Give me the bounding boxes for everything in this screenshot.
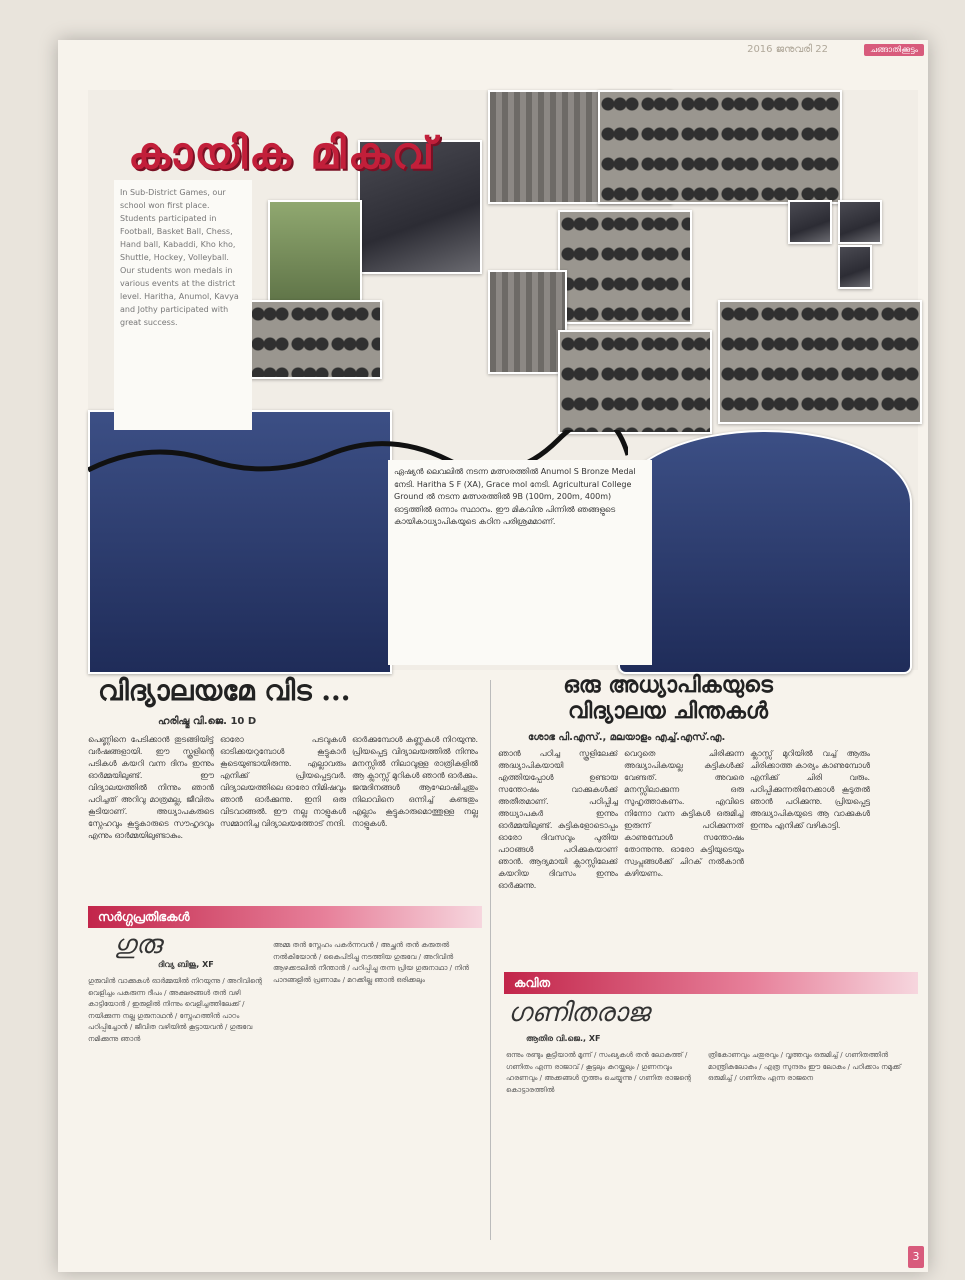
article2-title-line1: ഒരു അധ്യാപികയുടെ (563, 672, 773, 698)
article2-col3: ക്ലാസ്സ് മുറിയിൽ വച്ച് ആരും ചിരിക്കാത്ത കാര്യം കാണുമ്പോൾ എനിക്ക് ചിരി വരും. പഠിപ്പിക്കുന്നതിനേക്കാൾ കൂടുതൽ ഞാൻ പഠിക്കുന്നു. പ്രിയപ്പെട്ട അദ്ധ്യാപികയുടെ ആ വാക്കുകൾ ഇന്നും എനിക്ക് വഴികാട്ടി. (750, 749, 870, 830)
page-number: 3 (908, 1246, 924, 1268)
feature-info-text: In Sub-District Games, our school won first place. Students participated in Football, Basket Ball, Chess, Hand ball, Kabaddi, Kho kho, Shuttle, Hockey, Volleyball. Our students won medals in various events at the district level. Haritha, Anumol, Kavya and Jothy participated with great success. (114, 180, 252, 430)
portrait-photo-2 (838, 200, 882, 244)
article2-title-line2: വിദ്യാലയ ചിന്തകൾ (568, 698, 768, 724)
article2-byline: ശോഭ പി.എസ്., മലയാളം എച്ച്.എസ്.എ. (528, 732, 726, 743)
issue-date: 2016 ജനുവരി 22 (747, 44, 828, 55)
feature-caption: ഏഷ്യൻ ലെവലിൽ നടന്ന മത്സരത്തിൽ Anumol S Bronze Medal നേടി. Haritha S F (XA), Grace mol നേടി. Agricultural College Ground ൽ നടന്ന മത്സരത്തിൽ 9B (100m, 200m, 400m) ഓട്ടത്തിൽ ഒന്നാം സ്ഥാനം. ഈ മികവിനു പിന്നിൽ ഞങ്ങളുടെ കായികാധ്യാപികയുടെ കഠിന പരിശ്രമമാണ്. (388, 460, 652, 665)
article1-col3: ഓർക്കുമ്പോൾ കണ്ണുകൾ നിറയുന്നു. പ്രിയപ്പെട്ട വിദ്യാലയത്തിൽ നിന്നും മനസ്സിൽ നിലാവുള്ള രാത്രികളിൽ ആ ക്ലാസ്സ് മുറികൾ ഞാൻ ഓർക്കും. ജന്മദിനങ്ങൾ ആഘോഷിച്ചതും നിലാവിനെ ഒന്നിച്ച് കണ്ടതും എല്ലാം കൂട്ടുകാരുമൊത്തുള്ള നല്ല നാളുകൾ. (352, 735, 478, 828)
assembly-photo (718, 300, 922, 424)
creations-col2: അമ്മ തൻ സ്നേഹം പകർന്നവൻ / അച്ഛൻ തൻ കരുതൽ നൽകിയോൻ / കൈപിടിച്ചു നടത്തിയ ഗുരുവേ / അറിവിൻ ആഴക്കടലിൽ നീന്താൻ / പഠിപ്പിച്ചു തന്ന പ്രിയ ഗുരുനാഥാ / നിൻ പാദങ്ങളിൽ പ്രണാമം / മറക്കില്ല ഞാൻ ഒരിക്കലും (273, 941, 469, 984)
creations-section-bar: സർഗ്ഗപ്രതിഭകൾ (88, 906, 482, 928)
creations-poem-title: ഗുരു (114, 930, 162, 960)
team-photo (558, 210, 692, 324)
article1-byline: ഹരിഷ്മ വി.ജെ. 10 D (158, 716, 257, 727)
creations-col1: ഗുരുവിൻ വാക്കുകൾ ഓർമ്മയിൽ നിറയുന്നു / അറിവിന്റെ വെളിച്ചം പകരുന്ന ദീപം / അക്ഷരങ്ങൾ തൻ വഴി കാട്ടിയോൻ / ഇരുളിൽ നിന്നും വെളിച്ചത്തിലേക്ക് / നയിക്കുന്ന നല്ല ഗുരുനാഥൻ / സ്നേഹത്തിൻ പാഠം പഠിപ്പിച്ചോൻ / ജീവിത വഴിയിൽ കൂട്ടായവൻ / ഗുരുവേ നമിക്കുന്നു ഞാൻ (88, 977, 262, 1043)
article2-col1: ഞാൻ പഠിച്ച സ്കൂളിലേക്ക് അദ്ധ്യാപികയായി എത്തിയപ്പോൾ ഉണ്ടായ സന്തോഷം വാക്കുകൾക്ക് അതീതമാണ്. പഠിപ്പിച്ച അധ്യാപകർ ഇന്നും ഓർമ്മയിലുണ്ട്. കുട്ടികളോടൊപ്പം ഓരോ ദിവസവും പുതിയ പാഠങ്ങൾ പഠിക്കുകയാണ് ഞാൻ. ആദ്യമായി ക്ലാസ്സിലേക്ക് കയറിയ ദിവസം ഇന്നും ഓർക്കുന്നു. (498, 749, 618, 890)
article1-col1: പെണ്ണിനെ പേടിക്കാൻ തുടങ്ങിയിട്ട് വർഷങ്ങളായി. ഈ സ്കൂളിന്റെ പടികൾ കയറി വന്ന ദിനം ഇന്നും ഓർമ്മയിലുണ്ട്. ഈ വിദ്യാലയത്തിൽ നിന്നും ഞാൻ പഠിച്ചത് അറിവു മാത്രമല്ല, ജീവിതം കൂടിയാണ്. അധ്യാപകരുടെ സ്നേഹവും കൂട്ടുകാരുടെ സൗഹൃദവും എന്നും ഓർമ്മയിലുണ്ടാകും. (88, 735, 214, 840)
class-photo (558, 330, 712, 434)
article1-col2: ഓരോ പടവുകൾ ഓടിക്കയറുമ്പോൾ കൂട്ടുകാർ കൂടെയുണ്ടായിരുന്നു. എല്ലാവരും എനിക്ക് പ്രിയപ്പെട്ടവർ. വിദ്യാലയത്തിലെ ഓരോ നിമിഷവും ഞാൻ ഓർക്കുന്നു. ഇനി ഒരു വിടവാങ്ങൽ. ഈ നല്ല നാളുകൾ സമ്മാനിച്ച വിദ്യാലയത്തോട് നന്ദി. (220, 735, 346, 828)
portrait-photo-3 (838, 245, 872, 289)
newspaper-clipping (488, 270, 567, 374)
newspaper-page (58, 40, 928, 1272)
article2-title (508, 672, 828, 724)
article1-title: വിദ്യാലയമേ വിട ... (98, 674, 351, 707)
poem-byline: ആതിര വി.ജെ., XF (526, 1034, 601, 1043)
publication-tag: ചങ്ങാതിക്കൂട്ടം (864, 44, 924, 56)
sports-team-group-photo (618, 430, 912, 674)
poem-col2: ത്രികോണവും ചതുരവും / വൃത്തവും ഒരുമിച്ച് / ഗണിതത്തിൻ മാന്ത്രികലോകം / എത്ര സുന്ദരം ഈ ലോകം / പഠിക്കാം നമുക്ക് ഒരുമിച്ച് / ഗണിതം എന്ന രാജനെ (708, 1051, 902, 1083)
poem-title: ഗണിതരാജ (508, 998, 650, 1028)
group-photo-students (598, 90, 842, 204)
portrait-photo-1 (788, 200, 832, 244)
column-divider (490, 680, 491, 1240)
poem-col1: ഒന്നും രണ്ടും കൂട്ടിയാൽ മൂന്ന് / സംഖ്യകൾ തൻ ലോകത്ത് / ഗണിതം എന്ന രാജാവ് / കൂട്ടലും കുറയ്ക്കലും / ഗുണനവും ഹരണവും / അക്കങ്ങൾ നൃത്തം ചെയ്യുന്നു / ഗണിത രാജന്റെ കൊട്ടാരത്തിൽ (506, 1051, 691, 1094)
feature-title: കായിക മികവ് (128, 128, 437, 179)
award-ceremony-photo (248, 300, 382, 379)
article2-col2: വെറുതെ ചിരിക്കുന്ന അദ്ധ്യാപികയല്ല കുട്ടികൾക്ക് വേണ്ടത്. അവരെ മനസ്സിലാക്കുന്ന ഒരു സുഹൃത്താകണം. എവിടെ നിന്നോ വന്ന കുട്ടികൾ ഒരുമിച്ച് ഇരുന്ന് പഠിക്കുന്നത് കാണുമ്പോൾ സന്തോഷം തോന്നുന്നു. ഓരോ കുട്ടിയുടെയും സ്വപ്നങ്ങൾക്ക് ചിറക് നൽകാൻ കഴിയണം. (624, 749, 744, 878)
poem-section-bar: കവിത (504, 972, 918, 994)
page-header (58, 40, 928, 54)
creations-byline: ദിവ്യ ബിജു, XF (158, 960, 214, 969)
